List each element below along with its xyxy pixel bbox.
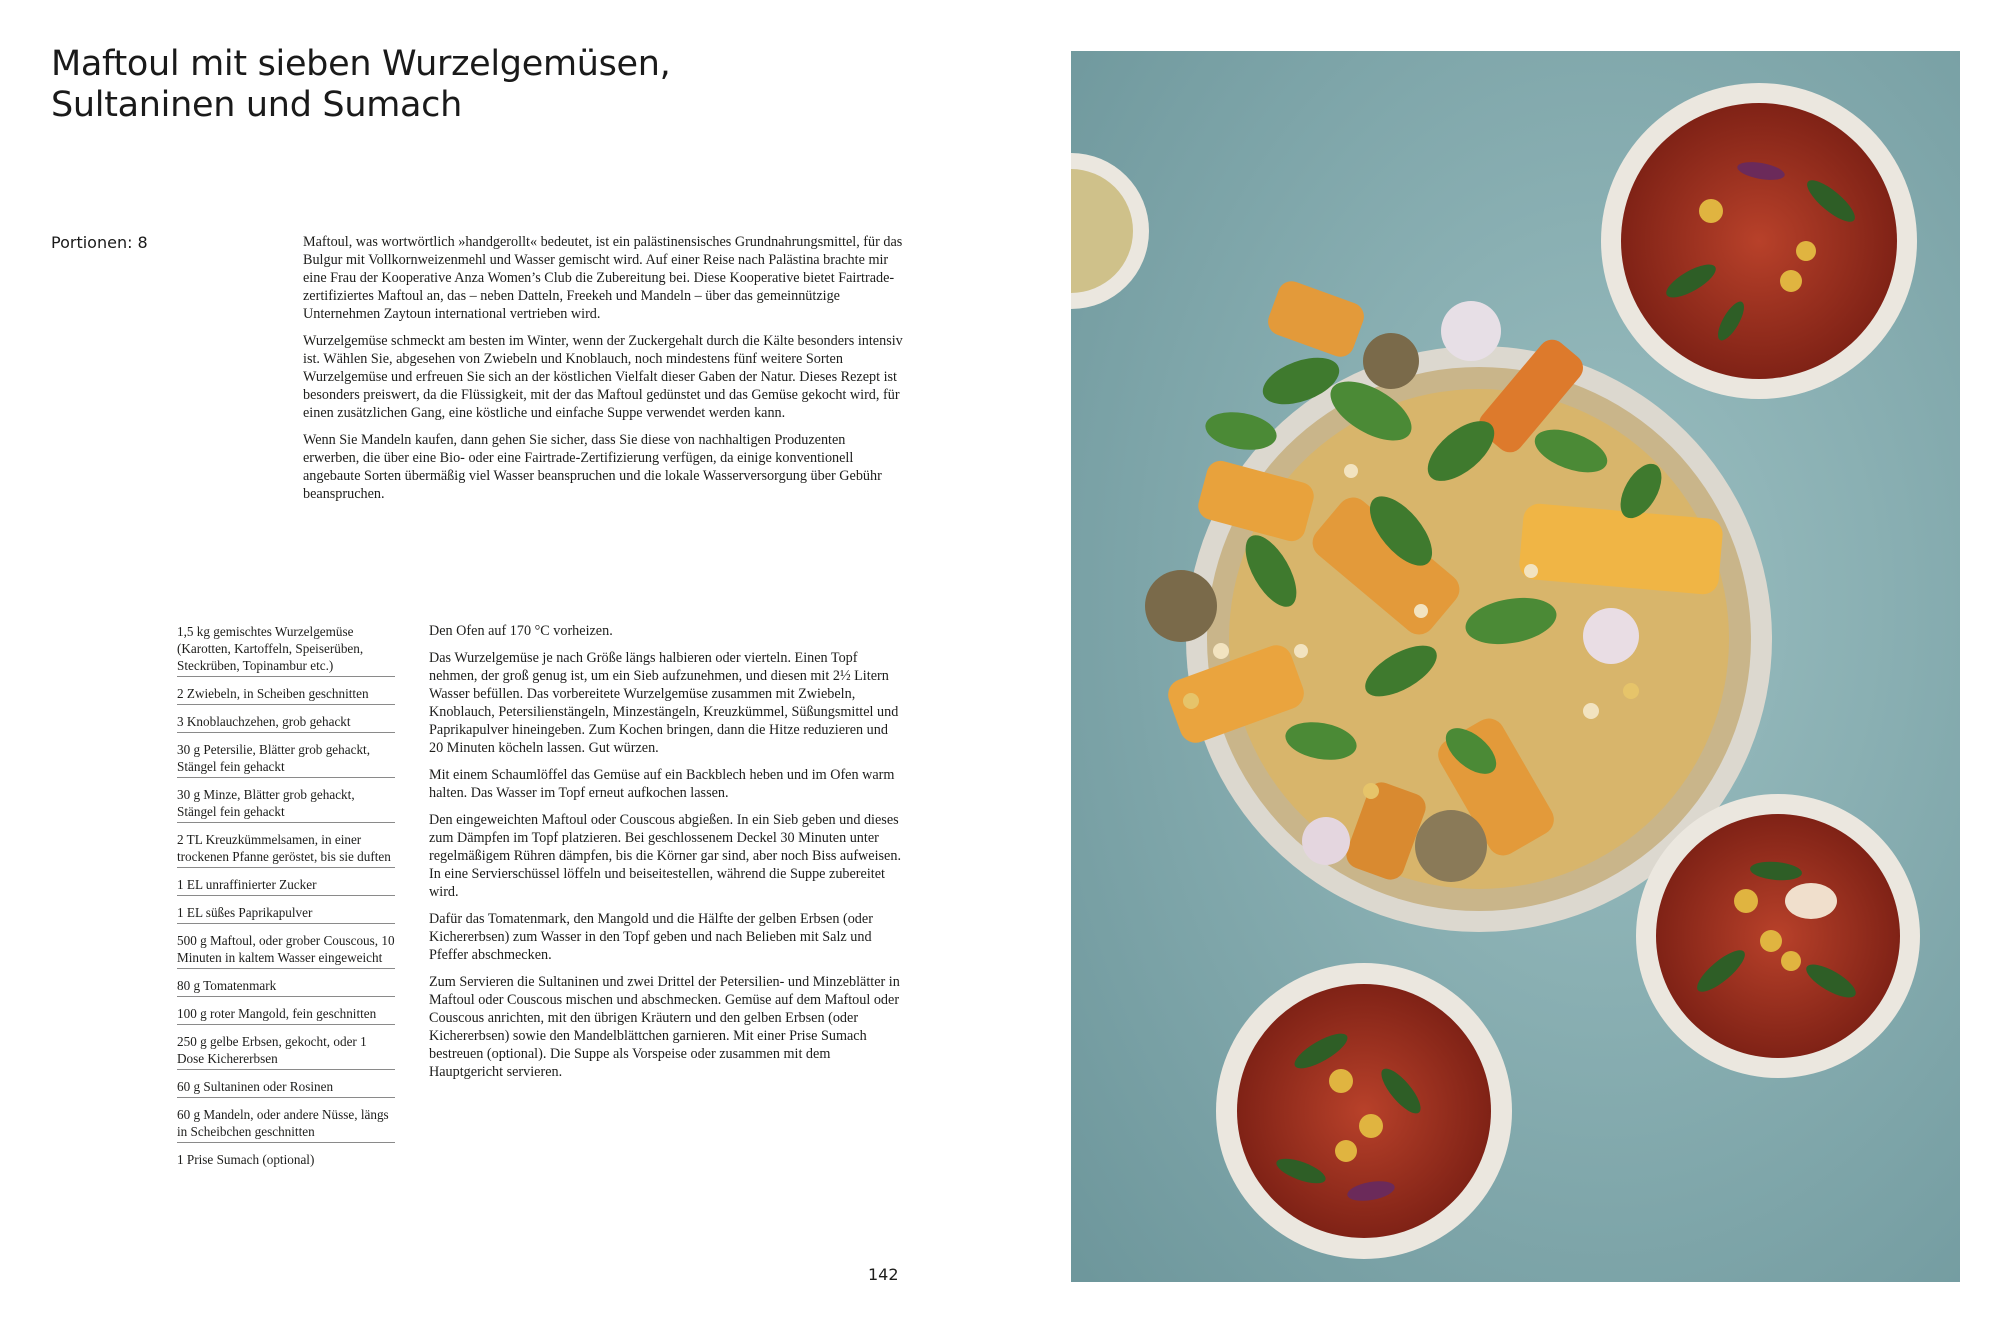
recipe-title-line-2: Sultaninen und Sumach [51,85,463,125]
method-step: Mit einem Schaumlöffel das Gemüse auf ein Backblech heben und im Ofen warm halten. Das Wasser im Topf erneut aufkochen lassen. [429,767,895,801]
soup-bowl-middle-right [1636,794,1920,1078]
ingredient-item: 60 g Sultaninen oder Rosinen [177,1077,395,1098]
recipe-title-line-1: Maftoul mit sieben Wurzelgemüsen, [51,44,671,84]
method-step: Dafür das Tomatenmark, den Mangold und die Hälfte der gelben Erbsen (oder Kichererbsen) zum Wasser in den Topf geben und nach Belieben mit Salz und Pfeffer abschmecken. [429,911,873,963]
ingredient-item: 1,5 kg gemischtes Wurzelgemüse (Karotten, Kartoffeln, Speiserüben, Steckrüben, Topinambur etc.) [177,622,395,677]
portions-label: Portionen: 8 [51,233,148,252]
ingredient-item: 30 g Petersilie, Blätter grob gehackt, Stängel fein gehackt [177,740,395,778]
intro-text [303,233,903,512]
ingredient-item: 1 EL süßes Paprikapulver [177,903,395,924]
ingredient-item: 60 g Mandeln, oder andere Nüsse, längs in Scheibchen geschnitten [177,1105,395,1143]
intro-paragraph: Wenn Sie Mandeln kaufen, dann gehen Sie sicher, dass Sie diese von nachhaltigen Produzenten erwerben, die über eine Bio- oder eine Fairtrade-Zertifizierung verfügen, da einige konventionell angebaute Sorten übermäßig viel Wasser beanspruchen und die lokale Wasserversorgung über Gebühr beanspruchen. [303,432,882,502]
intro-paragraph: Maftoul, was wortwörtlich »handgerollt« bedeutet, ist ein palästinensisches Grundnahrungsmittel, für das Bulgur mit Vollkornweizenmehl und Wasser gemischt wird. Auf einer Reise nach Palästina brachte mir eine Frau der Kooperative Anza Women’s Club die Zubereitung bei. Diese Kooperative bietet Fairtrade-zertifiziertes Maftoul an, das – neben Datteln, Freekeh und Mandeln – über das gemeinnützige Unternehmen Zaytoun international vertrieben wird. [303,234,903,322]
ingredient-item: 100 g roter Mangold, fein geschnitten [177,1004,395,1025]
method-text [429,622,904,1090]
ingredient-item: 1 EL unraffinierter Zucker [177,875,395,896]
soup-bowl-top-right [1601,83,1917,399]
method-step: Den eingeweichten Maftoul oder Couscous abgießen. In ein Sieb geben und dieses zum Dämpfen im Topf platzieren. Bei geschlossenem Deckel 30 Minuten unter regelmäßigem Rühren dämpfen, bis die Körner gar sind, aber noch Biss aufweisen. In eine Servierschüssel löffeln und beiseitestellen, während die Suppe zubereitet wird. [429,812,901,900]
food-photo [1071,51,1960,1282]
recipe-title [51,44,751,126]
method-step: Den Ofen auf 170 °C vorheizen. [429,623,613,639]
ingredient-item: 2 TL Kreuzkümmelsamen, in einer trockenen Pfanne geröstet, bis sie duften [177,830,395,868]
method-step: Zum Servieren die Sultaninen und zwei Drittel der Petersilien- und Minzeblätter in Maftoul oder Couscous mischen und abschmecken. Gemüse auf dem Maftoul oder Couscous anrichten, mit den übrigen Kräutern und den gelben Erbsen (oder Kichererbsen) sowie den Mandelblättchen garnieren. Mit einer Prise Sumach bestreuen (optional). Die Suppe als Vorspeise oder zusammen mit dem Hauptgericht servieren. [429,974,900,1080]
soup-bowl-bottom [1216,963,1512,1259]
intro-paragraph: Wurzelgemüse schmeckt am besten im Winter, wenn der Zuckergehalt durch die Kälte besonders intensiv ist. Wählen Sie, abgesehen von Zwiebeln und Knoblauch, noch mindestens fünf weitere Sorten Wurzelgemüse und erfreuen Sie sich an der köstlichen Vielfalt dieser Gaben der Natur. Dieses Rezept ist besonders preiswert, da die Flüssigkeit, mit der das Maftoul gedünstet und das Gemüse gekocht wird, für einen zusätzlichen Gang, eine köstliche und einfache Suppe verwendet werden kann. [303,333,903,421]
method-step: Das Wurzelgemüse je nach Größe längs halbieren oder vierteln. Einen Topf nehmen, der groß genug ist, um ein Sieb aufzunehmen, und diesen mit 2½ Litern Wasser befüllen. Das vorbereitete Wurzelgemüse zusammen mit Zwiebeln, Knoblauch, Petersilienstängeln, Minzestängeln, Kreuzkümmel, Süßungsmittel und Paprikapulver hineingeben. Zum Kochen bringen, dann die Hitze reduzieren und 20 Minuten köcheln lassen. Gut würzen. [429,650,899,756]
food-photo-illustration [1071,51,1960,1282]
ingredient-item: 80 g Tomatenmark [177,976,395,997]
ingredient-item: 3 Knoblauchzehen, grob gehackt [177,712,395,733]
page-number: 142 [868,1265,899,1284]
ingredient-item: 250 g gelbe Erbsen, gekocht, oder 1 Dose Kichererbsen [177,1032,395,1070]
ingredient-item: 1 Prise Sumach (optional) [177,1152,315,1167]
ingredient-item: 30 g Minze, Blätter grob gehackt, Stängel fein gehackt [177,785,395,823]
ingredient-list [177,622,395,1177]
ingredient-item: 2 Zwiebeln, in Scheiben geschnitten [177,684,395,705]
ingredient-item: 500 g Maftoul, oder grober Couscous, 10 Minuten in kaltem Wasser eingeweicht [177,931,395,969]
